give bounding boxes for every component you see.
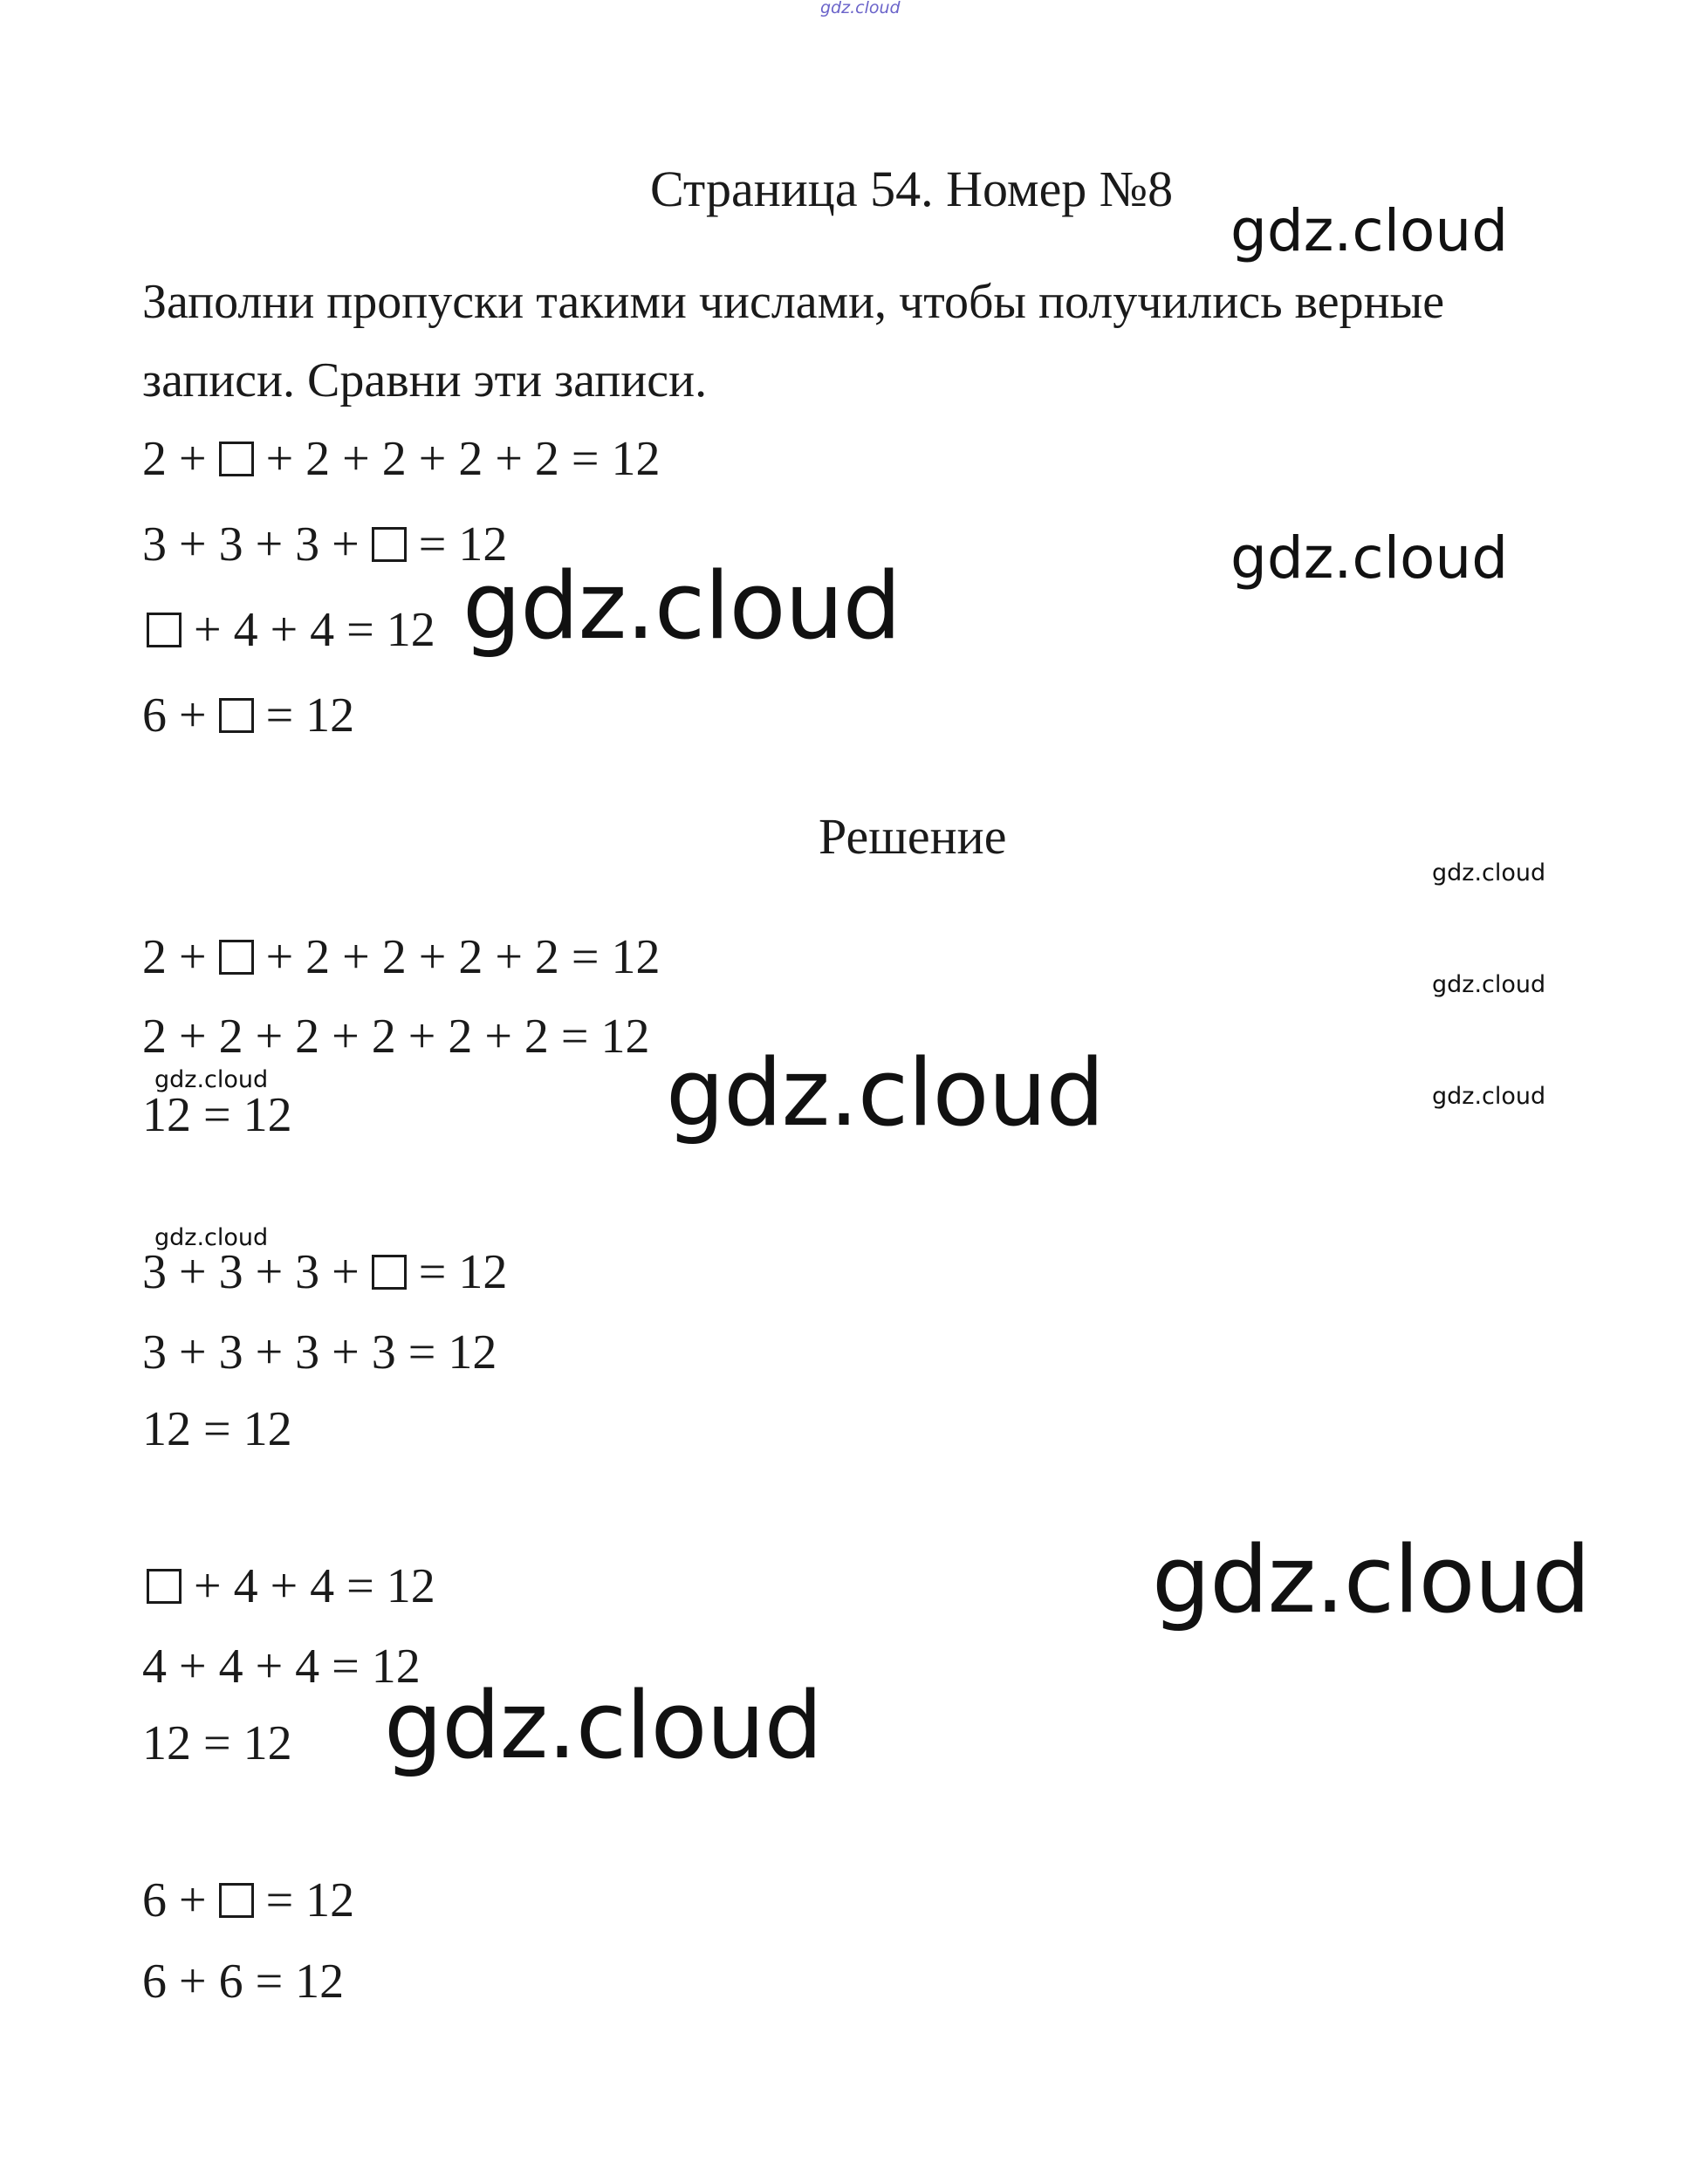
- blank-box: [219, 698, 254, 733]
- solution-line: 6 + 6 = 12: [142, 1955, 345, 2009]
- solution-line: 4 + 4 + 4 = 12: [142, 1640, 421, 1694]
- watermark: gdz.cloud: [384, 1672, 822, 1779]
- expression-part: 6 +: [142, 1873, 219, 1927]
- task-expression: [142, 688, 355, 743]
- task-expression: [142, 432, 661, 486]
- task-text-line: Заполни пропуски такими числами, чтобы получились верные: [142, 275, 1445, 329]
- watermark: gdz.cloud: [462, 552, 901, 660]
- watermark: gdz.cloud: [1230, 524, 1509, 592]
- expression-part: 3 + 3 + 3 +: [142, 1245, 372, 1299]
- expression-part: = 12: [406, 1245, 508, 1299]
- blank-box: [219, 442, 254, 476]
- expression-part: + 2 + 2 + 2 + 2 = 12: [253, 930, 661, 984]
- watermark: gdz.cloud: [154, 1066, 269, 1093]
- task-expression: [147, 603, 435, 657]
- solution-line: 3 + 3 + 3 + 3 = 12: [142, 1325, 497, 1380]
- expression-part: + 4 + 4 = 12: [182, 603, 435, 657]
- expression-part: + 4 + 4 = 12: [182, 1559, 435, 1613]
- watermark: gdz.cloud: [1432, 971, 1546, 998]
- expression-part: 3 + 3 + 3 +: [142, 517, 372, 572]
- expression-part: 6 +: [142, 688, 219, 743]
- watermark: gdz.cloud: [1432, 859, 1546, 887]
- expression-part: = 12: [406, 517, 508, 572]
- task-expression: [142, 517, 508, 572]
- page-title: Страница 54. Номер №8: [650, 161, 1174, 217]
- solution-line: [147, 1559, 435, 1613]
- watermark: gdz.cloud: [666, 1039, 1104, 1147]
- solution-line: 12 = 12: [142, 1088, 292, 1142]
- solution-line: [142, 1873, 355, 1927]
- blank-box: [372, 527, 407, 562]
- expression-part: = 12: [253, 1873, 355, 1927]
- task-text-line: записи. Сравни эти записи.: [142, 353, 708, 407]
- blank-box: [219, 940, 254, 975]
- watermark: gdz.cloud: [154, 1224, 269, 1251]
- watermark-top: gdz.cloud: [820, 0, 901, 17]
- blank-box: [147, 613, 182, 647]
- expression-part: + 2 + 2 + 2 + 2 = 12: [253, 432, 661, 486]
- watermark: gdz.cloud: [1230, 197, 1509, 264]
- expression-part: = 12: [253, 688, 355, 743]
- expression-part: 2 +: [142, 432, 219, 486]
- solution-line: 2 + 2 + 2 + 2 + 2 + 2 = 12: [142, 1010, 650, 1064]
- solution-line: 12 = 12: [142, 1716, 292, 1770]
- blank-box: [372, 1255, 407, 1290]
- watermark: gdz.cloud: [1152, 1526, 1590, 1633]
- solution-heading: Решение: [819, 808, 1007, 865]
- blank-box: [147, 1569, 182, 1604]
- solution-line: 12 = 12: [142, 1402, 292, 1456]
- blank-box: [219, 1883, 254, 1918]
- watermark: gdz.cloud: [1432, 1083, 1546, 1110]
- solution-line: [142, 1245, 508, 1299]
- solution-line: [142, 930, 661, 984]
- expression-part: 2 +: [142, 930, 219, 984]
